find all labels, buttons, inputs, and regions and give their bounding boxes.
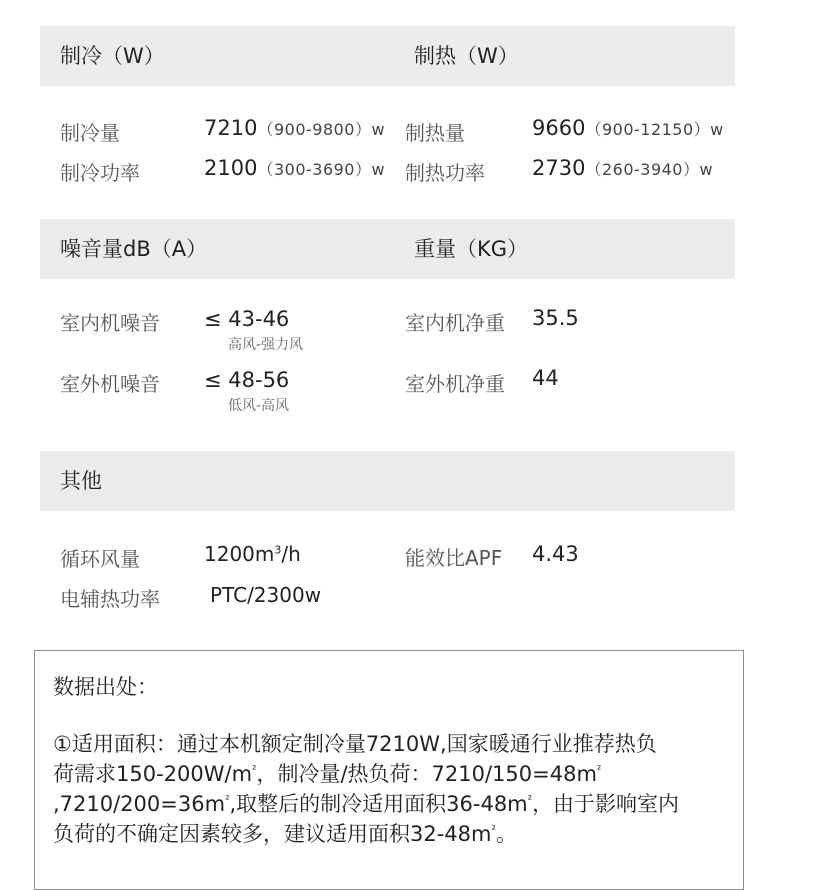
weight-header: 重量（KG） bbox=[414, 237, 529, 261]
indoor-noise-mode: 高风-强力风 bbox=[228, 337, 304, 353]
notes-text: 荷需求150-200W/m bbox=[53, 762, 253, 786]
notes-line bbox=[53, 819, 733, 849]
cooling-power-value bbox=[204, 156, 385, 180]
cooling-power-number: 2100 bbox=[204, 156, 258, 180]
notes-superscript: ² bbox=[252, 763, 257, 776]
notes-text: ，由于影响室内 bbox=[532, 792, 680, 816]
notes-text: 。 bbox=[495, 822, 517, 846]
indoor-noise-label: 室内机噪音 bbox=[60, 311, 160, 335]
heating-capacity-range: （900-12150）w bbox=[585, 120, 724, 139]
apf-value: 4.43 bbox=[532, 542, 579, 566]
outdoor-weight-value: 44 bbox=[532, 366, 559, 390]
notes-superscript: ² bbox=[225, 793, 230, 806]
notes-text: ,取整后的制冷适用面积36-48m bbox=[229, 792, 528, 816]
outdoor-noise-mode: 低风-高风 bbox=[228, 398, 290, 414]
airflow-unit: /h bbox=[281, 542, 301, 566]
other-header: 其他 bbox=[60, 469, 102, 493]
noise-header: 噪音量dB（A） bbox=[60, 237, 208, 261]
notes-line bbox=[53, 759, 733, 789]
notes-superscript: ² bbox=[491, 823, 496, 836]
indoor-noise-value: ≤ 43-46 bbox=[204, 307, 290, 331]
heating-power-number: 2730 bbox=[532, 156, 586, 180]
outdoor-noise-value: ≤ 48-56 bbox=[204, 368, 290, 392]
heating-capacity-number: 9660 bbox=[532, 116, 586, 140]
notes-line bbox=[53, 729, 733, 759]
cooling-power-range: （300-3690）w bbox=[257, 160, 386, 179]
aux-heater-value: PTC/2300w bbox=[210, 583, 322, 607]
aux-heater-label: 电辅热功率 bbox=[60, 587, 160, 611]
airflow-number: 1200m bbox=[204, 542, 275, 566]
notes-superscript: ² bbox=[596, 763, 602, 776]
notes-line bbox=[53, 789, 733, 819]
cooling-capacity-value bbox=[204, 116, 385, 140]
indoor-weight-value: 35.5 bbox=[532, 306, 579, 330]
indoor-weight-label: 室内机净重 bbox=[405, 311, 505, 335]
cooling-capacity-label: 制冷量 bbox=[60, 121, 120, 145]
cooling-header: 制冷（W） bbox=[60, 44, 165, 68]
notes-body bbox=[53, 729, 733, 849]
airflow-label: 循环风量 bbox=[60, 547, 140, 571]
heating-power-label: 制热功率 bbox=[405, 161, 485, 185]
cooling-capacity-number: 7210 bbox=[204, 116, 258, 140]
heating-capacity-label: 制热量 bbox=[405, 121, 465, 145]
apf-label: 能效比APF bbox=[405, 546, 503, 570]
cooling-power-label: 制冷功率 bbox=[60, 161, 140, 185]
outdoor-weight-label: 室外机净重 bbox=[405, 372, 505, 396]
heating-power-value bbox=[532, 156, 713, 180]
notes-text: 负荷的不确定因素较多，建议适用面积32-48m bbox=[53, 822, 492, 846]
noise-weight-header-bar bbox=[40, 219, 735, 279]
airflow-value bbox=[204, 542, 301, 566]
cooling-heating-header-bar bbox=[40, 26, 735, 86]
notes-superscript: ² bbox=[527, 793, 533, 806]
heating-power-range: （260-3940）w bbox=[585, 160, 714, 179]
notes-text: ,7210/200=36m bbox=[53, 792, 226, 816]
notes-text: ，制冷量/热负荷：7210/150=48m bbox=[256, 762, 597, 786]
heating-capacity-value bbox=[532, 116, 724, 140]
airflow-exponent: 3 bbox=[274, 543, 282, 557]
other-header-bar bbox=[40, 451, 735, 511]
outdoor-noise-label: 室外机噪音 bbox=[60, 372, 160, 396]
cooling-capacity-range: （900-9800）w bbox=[257, 120, 386, 139]
notes-title: 数据出处： bbox=[53, 675, 158, 699]
notes-text: ①适用面积：通过本机额定制冷量7210W,国家暖通行业推荐热负 bbox=[53, 732, 657, 756]
heating-header: 制热（W） bbox=[414, 44, 519, 68]
data-source-notes bbox=[34, 650, 744, 890]
